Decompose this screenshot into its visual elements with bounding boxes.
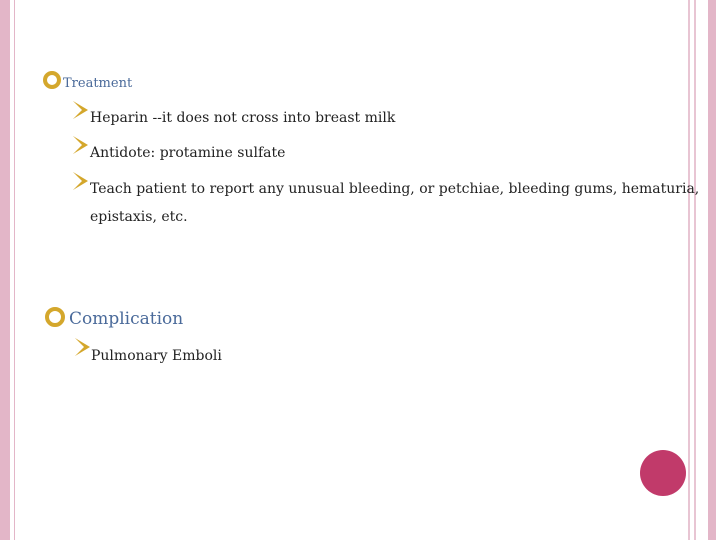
right-frame-line-1	[688, 0, 690, 540]
right-frame-line-2	[694, 0, 696, 540]
arrow-bullet-icon	[73, 101, 88, 119]
arrow-bullet-icon	[73, 172, 88, 190]
left-frame-line	[14, 0, 15, 540]
decorative-circle	[640, 450, 686, 496]
section-heading-treatment: Treatment	[63, 76, 133, 91]
right-frame-bar	[708, 0, 716, 540]
left-frame-bar	[0, 0, 10, 540]
arrow-bullet-icon	[75, 338, 90, 356]
circle-bullet-icon	[45, 307, 65, 327]
bullet-item: Heparin --it does not cross into breast milk	[90, 110, 396, 126]
bullet-item-continuation: epistaxis, etc.	[90, 209, 188, 225]
arrow-bullet-icon	[73, 136, 88, 154]
bullet-item: Pulmonary Emboli	[91, 348, 222, 364]
bullet-item: Teach patient to report any unusual bleeding, or petchiae, bleeding gums, hematuria,	[90, 181, 700, 197]
bullet-item: Antidote: protamine sulfate	[90, 145, 286, 161]
circle-bullet-icon	[43, 71, 61, 89]
section-heading-complication: Complication	[69, 309, 184, 329]
